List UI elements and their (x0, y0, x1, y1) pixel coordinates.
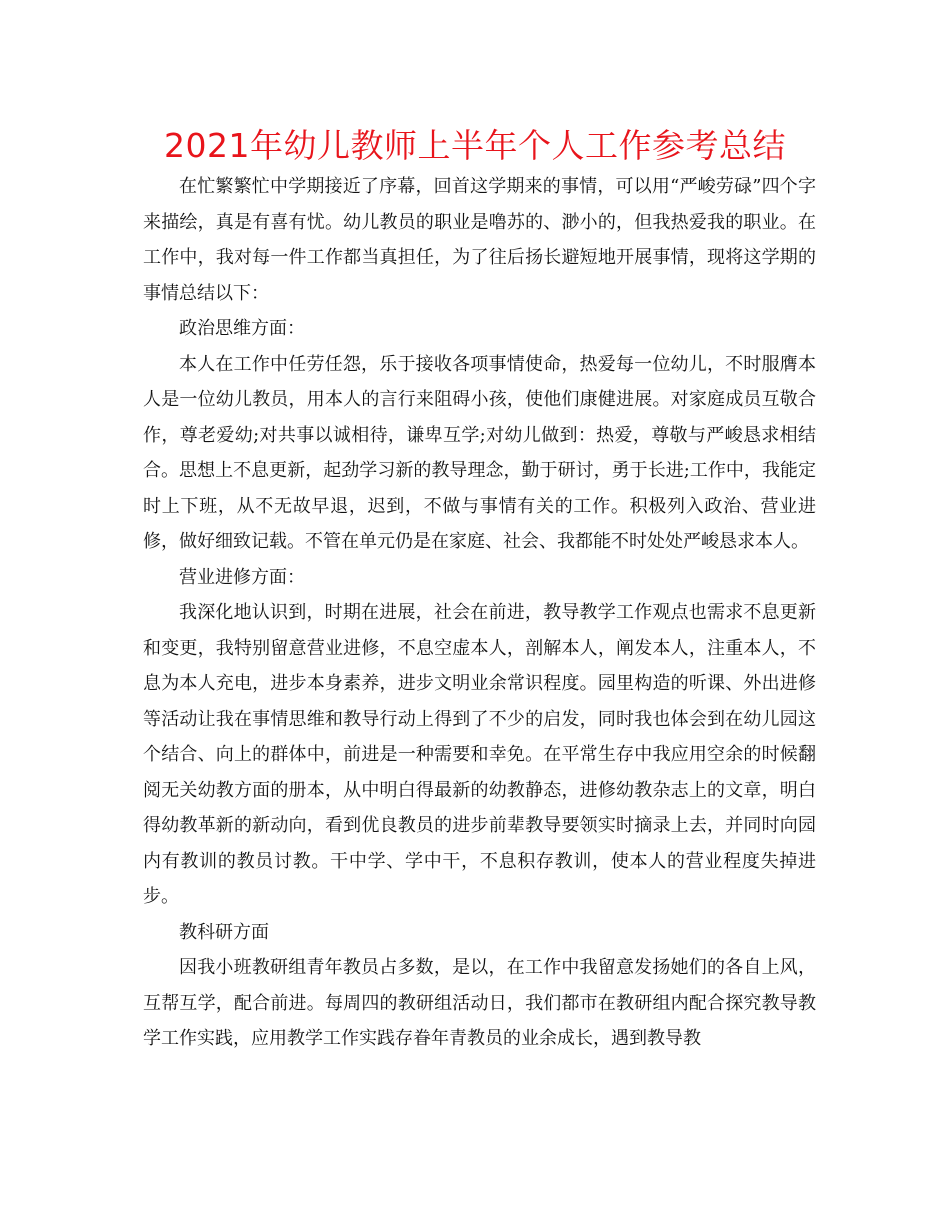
document-title: 2021年幼儿教师上半年个人工作参考总结 (164, 126, 786, 165)
paragraph-politics: 本人在工作中任劳任怨，乐于接收各项事情使命，热爱每一位幼儿，不时服膺本人是一位幼儿教员，用本人的言行来阻碍小孩，使他们康健进展。对家庭成员互敬合作，尊老爱幼;对共事以诚相待，谦卑互学;对幼儿做到：热爱，尊敬与严峻恳求相结合。思想上不息更新，起劲学习新的教导理念，勤于研讨，勇于长进;工作中，我能定时上下班，从不无故早退，迟到，不做与事情有关的工作。积极列入政治、营业进修，做好细致记载。不管在单元仍是在家庭、社会、我都能不时处处严峻恳求本人。 (143, 353, 816, 552)
paragraph-intro: 在忙繁繁忙中学期接近了序幕，回首这学期来的事情，可以用“严峻劳碌”四个字来描绘，真是有喜有忧。幼儿教员的职业是噜苏的、渺小的，但我热爱我的职业。在工作中，我对每一件工作都当真担任，为了往后扬长避短地开展事情，现将这学期的事情总结以下： (143, 176, 816, 304)
paragraph-research: 因我小班教研组青年教员占多数，是以，在工作中我留意发扬她们的各自上风，互帮互学，配合前进。每周四的教研组活动日，我们都市在教研组内配合探究教导教学工作实践，应用教学工作实践存眷年青教员的业余成长，遇到教导教 (143, 957, 816, 1049)
section-heading-study: 营业进修方面： (179, 566, 305, 588)
document-body (143, 169, 816, 1057)
section-heading-politics: 政治思维方面： (179, 318, 305, 339)
section-heading-research: 教科研方面 (179, 921, 269, 943)
paragraph-study: 我深化地认识到，时期在进展，社会在前进，教导教学工作观点也需求不息更新和变更，我特别留意营业进修，不息空虚本人，剖解本人，阐发本人，注重本人，不息为本人充电，进步本身素养，进步文明业余常识程度。园里构造的听课、外出进修等活动让我在事情思维和教导行动上得到了不少的启发，同时我也体会到在幼儿园这个结合、向上的群体中，前进是一种需要和幸免。在平常生存中我应用空余的时候翻阅无关幼教方面的册本，从中明白得最新的幼教静态，进修幼教杂志上的文章，明白得幼教革新的新动向，看到优良教员的进步前辈教导要领实时摘录上去，并同时向园内有教训的教员讨教。干中学、学中干，不息积存教训，使本人的营业程度失掉进步。 (143, 602, 816, 907)
